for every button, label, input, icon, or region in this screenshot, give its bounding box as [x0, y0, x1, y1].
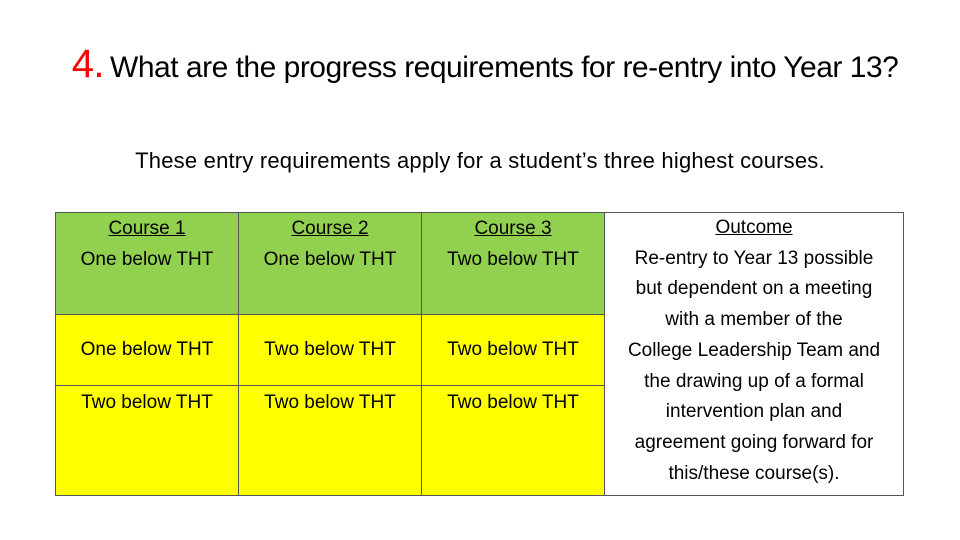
- outcome-cell: [605, 213, 904, 496]
- table-cell: [239, 213, 422, 315]
- table-row: [56, 213, 904, 315]
- outcome-line: with a member of the: [665, 309, 843, 331]
- column-header-course-3: Course 3: [474, 218, 552, 239]
- outcome-line: this/these course(s).: [668, 462, 840, 484]
- table-cell: Two below THT: [422, 315, 605, 386]
- outcome-line: intervention plan and: [665, 401, 843, 423]
- title-text: What are the progress requirements for re-entry into Year 13?: [110, 51, 899, 84]
- table-cell: One below THT: [56, 315, 239, 386]
- page-title: [60, 44, 910, 88]
- outcome-line: the drawing up of a formal: [644, 370, 864, 392]
- table-cell: Two below THT: [56, 386, 239, 496]
- table-cell: Two below THT: [239, 386, 422, 496]
- table-cell: [422, 213, 605, 315]
- cell-text: One below THT: [263, 249, 397, 270]
- table-cell: Two below THT: [239, 315, 422, 386]
- column-header-course-2: Course 2: [291, 218, 369, 239]
- title-number: 4.: [71, 42, 105, 86]
- table-cell: [56, 213, 239, 315]
- outcome-line: Re-entry to Year 13 possible: [634, 247, 874, 269]
- outcome-line: College Leadership Team and: [627, 339, 881, 361]
- column-header-outcome: Outcome: [715, 217, 793, 238]
- requirements-table: [55, 212, 904, 496]
- cell-text: One below THT: [80, 249, 214, 270]
- cell-text: Two below THT: [447, 249, 579, 270]
- table-cell: Two below THT: [422, 386, 605, 496]
- outcome-line: agreement going forward for: [634, 431, 874, 453]
- outcome-line: but dependent on a meeting: [635, 278, 873, 300]
- subtitle: These entry requirements apply for a student’s three highest courses.: [135, 148, 825, 173]
- column-header-course-1: Course 1: [108, 218, 186, 239]
